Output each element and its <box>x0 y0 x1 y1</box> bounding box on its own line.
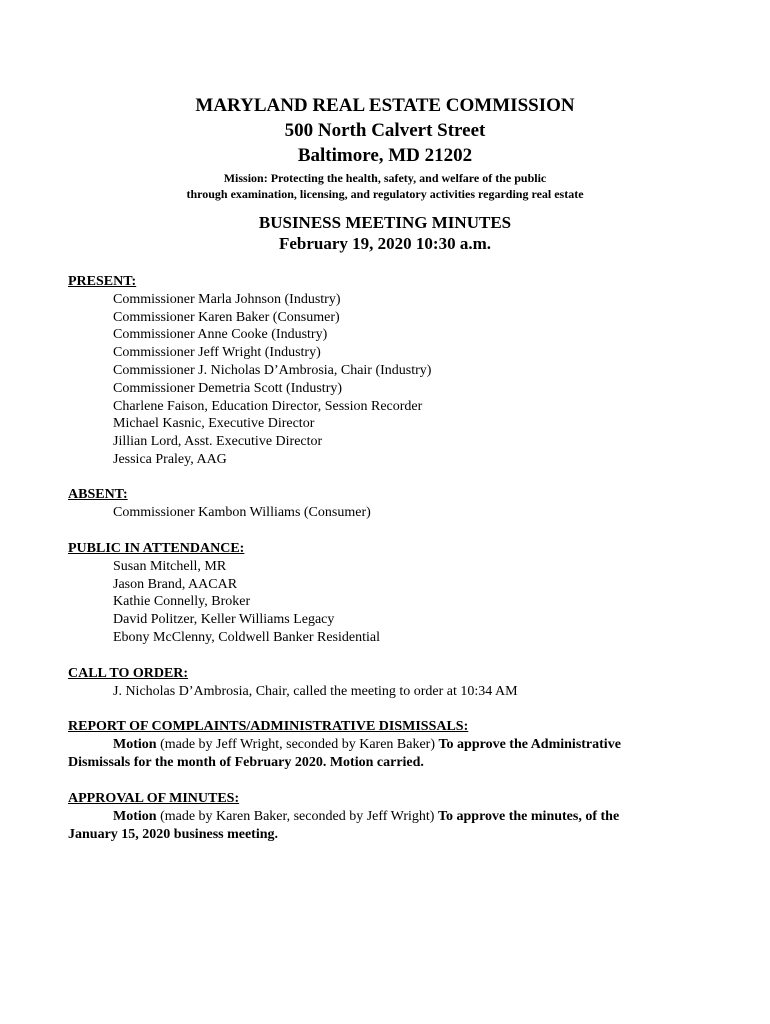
minutes-heading: BUSINESS MEETING MINUTES <box>258 213 512 232</box>
list-item: Jason Brand, AACAR <box>113 576 238 592</box>
letterhead <box>0 93 770 202</box>
public-heading: PUBLIC IN ATTENDANCE: <box>68 541 245 556</box>
motion-by: (made by Karen Baker, seconded by Jeff Wright) <box>156 808 438 824</box>
mission-statement <box>0 170 770 202</box>
list-item: Commissioner J. Nicholas D’Ambrosia, Chair (Industry) <box>113 362 432 378</box>
list-item: Commissioner Kambon Williams (Consumer) <box>113 504 371 520</box>
street-address: 500 North Calvert Street <box>284 120 486 141</box>
list-item: Commissioner Anne Cooke (Industry) <box>113 327 328 343</box>
call-to-order-text: J. Nicholas D’Ambrosia, Chair, called the meeting to order at 10:34 AM <box>113 683 518 699</box>
org-name: MARYLAND REAL ESTATE COMMISSION <box>195 95 575 116</box>
absent-section <box>68 486 668 522</box>
minutes-approval-motion <box>68 808 668 844</box>
call-to-order-section <box>68 665 668 701</box>
list-item: Michael Kasnic, Executive Director <box>113 416 315 432</box>
city-address: Baltimore, MD 21202 <box>297 145 473 166</box>
document-title <box>0 212 770 254</box>
absent-heading: ABSENT: <box>68 487 128 502</box>
motion-label: Motion <box>113 736 157 752</box>
mission-line-2: through examination, licensing, and regulatory activities regarding real estate <box>186 187 584 201</box>
list-item: Kathie Connelly, Broker <box>113 594 251 610</box>
list-item: Commissioner Marla Johnson (Industry) <box>113 291 341 307</box>
motion-text: To approve the Administrative Dismissals for the month of February 2020. Motion carried. <box>68 736 621 770</box>
present-heading: PRESENT: <box>68 274 137 289</box>
list-item: Ebony McClenny, Coldwell Banker Residential <box>113 629 380 645</box>
list-item: Commissioner Jeff Wright (Industry) <box>113 345 321 361</box>
list-item: David Politzer, Keller Williams Legacy <box>113 612 335 628</box>
motion-label: Motion <box>113 808 157 824</box>
list-item: Susan Mitchell, MR <box>113 558 227 574</box>
approval-of-minutes-section <box>68 790 668 843</box>
complaints-section <box>68 718 668 771</box>
present-section <box>68 273 668 469</box>
motion-text: To approve the minutes, of the January 15, 2020 business meeting. <box>68 808 620 842</box>
motion-by: (made by Jeff Wright, seconded by Karen Baker) <box>156 736 439 752</box>
public-attendance-section <box>68 540 668 647</box>
list-item: Commissioner Karen Baker (Consumer) <box>113 309 340 325</box>
list-item: Charlene Faison, Education Director, Session Recorder <box>113 398 423 414</box>
call-to-order-heading: CALL TO ORDER: <box>68 666 189 681</box>
list-item: Jessica Praley, AAG <box>113 451 227 467</box>
complaints-motion <box>68 736 668 772</box>
list-item: Jillian Lord, Asst. Executive Director <box>113 434 323 450</box>
list-item: Commissioner Demetria Scott (Industry) <box>113 380 343 396</box>
meeting-date: February 19, 2020 10:30 a.m. <box>278 234 491 253</box>
complaints-heading: REPORT OF COMPLAINTS/ADMINISTRATIVE DISMISSALS: <box>68 719 469 734</box>
minutes-approval-heading: APPROVAL OF MINUTES: <box>68 791 240 806</box>
mission-line-1: Mission: Protecting the health, safety, and welfare of the public <box>223 171 547 185</box>
